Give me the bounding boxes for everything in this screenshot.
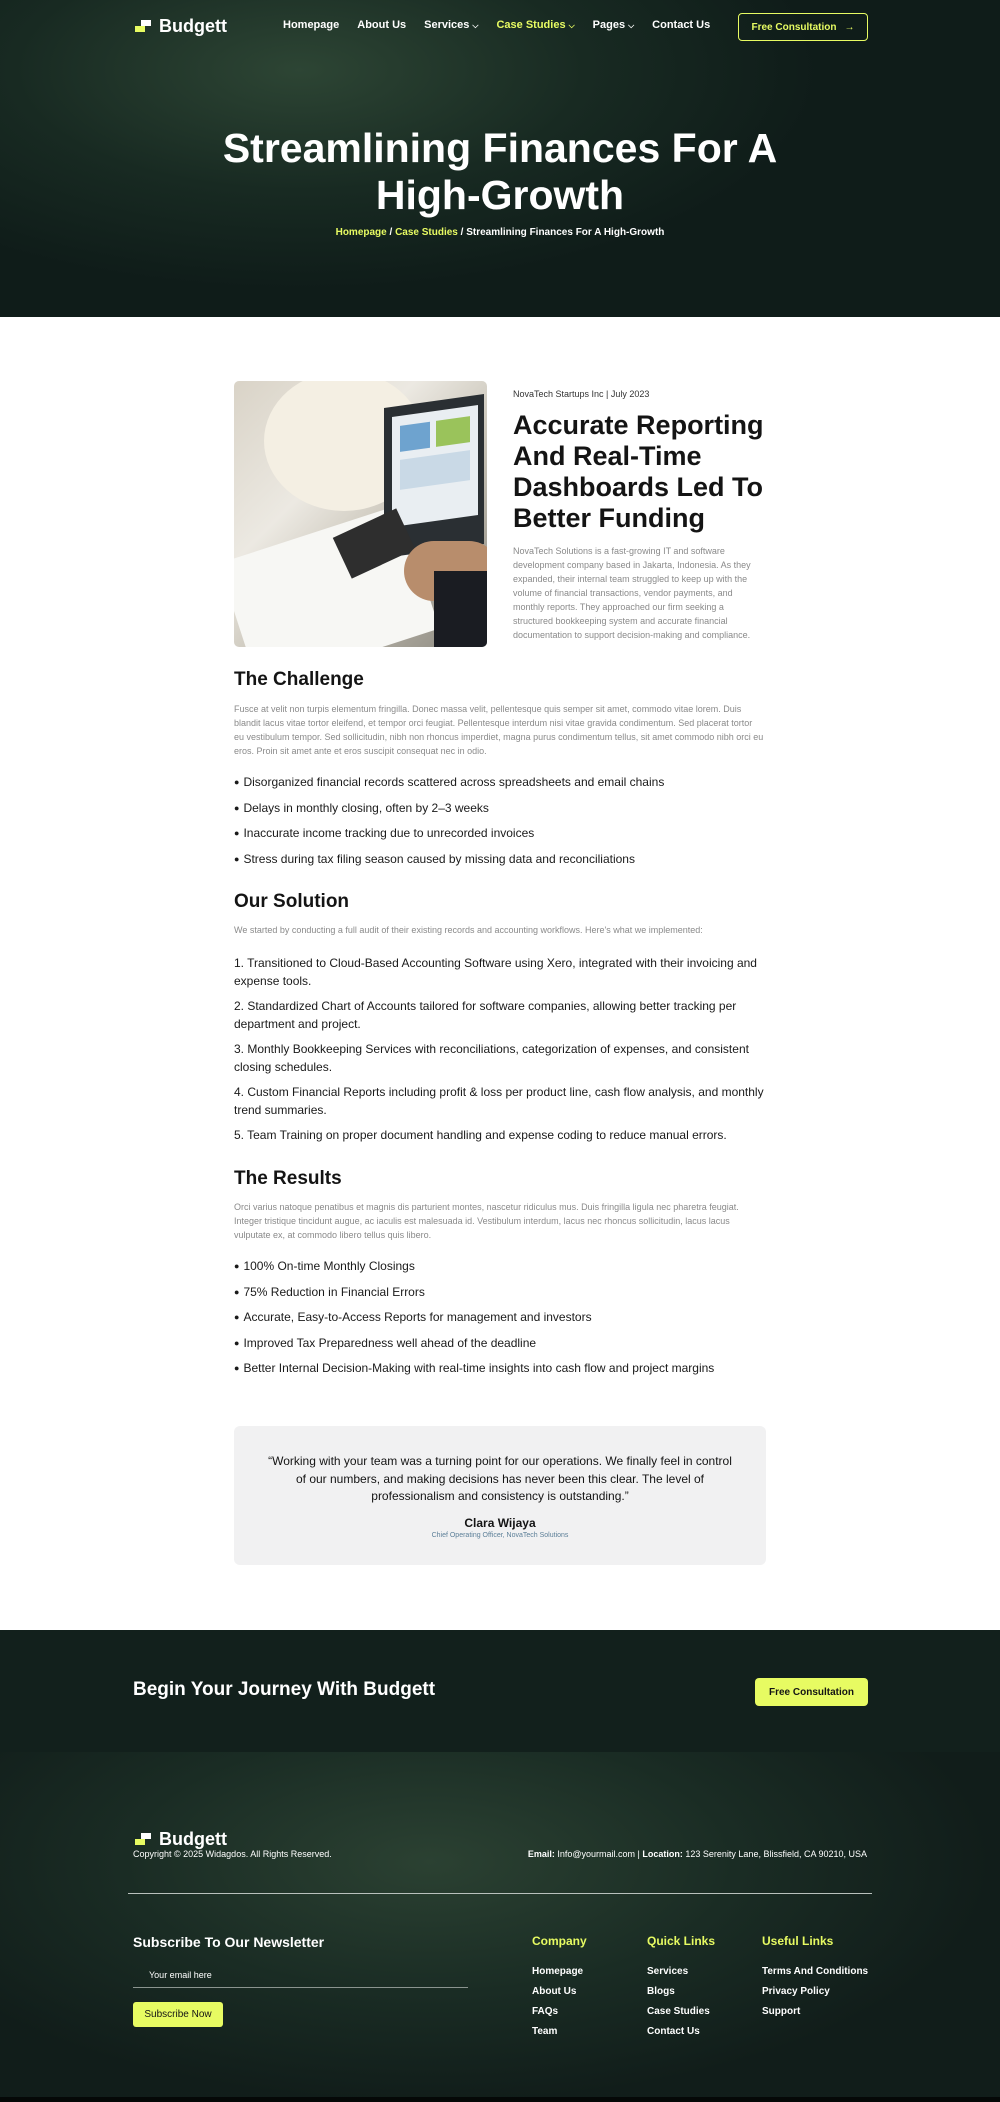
copyright: Copyright © 2025 Widagdos. All Rights Reserved. (133, 1849, 332, 1859)
testimonial-author: Clara Wijaya (464, 1516, 536, 1530)
chevron-down-icon: ⌵ (568, 21, 575, 30)
list-item: ● Stress during tax filing season caused by missing data and reconciliations (234, 852, 774, 878)
footer-column-company (532, 1934, 587, 2046)
results-list (234, 1259, 774, 1387)
contact-separator: | (635, 1849, 643, 1859)
nav-item-case-studies[interactable] (496, 19, 574, 31)
footer-link-contact-us[interactable]: Contact Us (647, 2026, 700, 2037)
chevron-down-icon: ⌵ (628, 21, 635, 30)
cta-consultation-button[interactable]: Free Consultation (755, 1678, 868, 1706)
email-label: Email: (527, 1849, 555, 1859)
main-nav (283, 19, 710, 31)
breadcrumb-current: Streamlining Finances For A High-Growth (466, 227, 665, 238)
list-item: ● Delays in monthly closing, often by 2–3 weeks (234, 801, 774, 827)
case-study-description: NovaTech Solutions is a fast-growing IT and software development company based in Jakarta, Indonesia. As they expanded, their internal team struggled to keep up with the volume of financial transactions, vendor payments, and monthly reports. They approached our firm seeking a structured bookkeeping system and accurate financial documentation to support decision-making and compliance. (513, 546, 751, 640)
footer-link-terms[interactable]: Terms And Conditions (762, 1966, 869, 1977)
testimonial-card (234, 1426, 766, 1565)
nav-label: Case Studies (496, 19, 566, 31)
nav-label: Homepage (283, 19, 340, 31)
footer-link-about-us[interactable]: About Us (532, 1986, 577, 1997)
challenge-heading: The Challenge (234, 669, 364, 690)
cta-banner (0, 1630, 1000, 1752)
header-consultation-button[interactable] (738, 13, 868, 41)
logo-icon (135, 20, 153, 33)
page-title: Streamlining Finances For A High-Growth (222, 125, 778, 218)
footer-column-useful-links (762, 1934, 868, 2026)
footer-logo[interactable] (135, 1829, 227, 1850)
solution-paragraph: We started by conducting a full audit of their existing records and accounting workflows. Here's what we implemented: (234, 925, 703, 935)
logo-text: Budgett (159, 16, 227, 36)
list-item: ● Accurate, Easy-to-Access Reports for management and investors (234, 1310, 774, 1336)
list-item: 5. Team Training on proper document handling and expense coding to reduce manual errors. (234, 1128, 727, 1142)
arrow-right-icon: → (844, 21, 855, 33)
footer-contact (528, 1849, 867, 1859)
footer-link-services[interactable]: Services (647, 1966, 689, 1977)
results-heading: The Results (234, 1168, 342, 1189)
solution-steps (234, 955, 764, 1153)
footer-link-support[interactable]: Support (762, 2006, 801, 2017)
email-value[interactable]: Info@yourmail.com (557, 1849, 636, 1859)
nav-item-pages[interactable] (593, 19, 635, 31)
list-item: ● Inaccurate income tracking due to unrecorded invoices (234, 826, 774, 852)
cta-title: Begin Your Journey With Budgett (133, 1679, 436, 1700)
results-paragraph: Orci varius natoque penatibus et magnis dis parturient montes, nascetur ridiculus mus. Duis fringilla ligula nec pharetra feugiat. Integer tristique tincidunt augue, ac iaculis est malesuada id. Vestibulum interdum, lacus nec rhoncus sollicitudin, lacus lacus vulputate ex, at commodo libero tellus quis libero. (234, 1202, 739, 1240)
testimonial-quote: “Working with your team was a turning point for our operations. We finally feel in control of our numbers, and making decisions has never been this clear. The level of professionalism and consistency is outstanding.” (268, 1454, 732, 1503)
nav-label: About Us (357, 19, 407, 31)
chevron-down-icon: ⌵ (472, 21, 479, 30)
nav-label: Pages (592, 19, 626, 31)
footer-column-title: Useful Links (762, 1934, 834, 1948)
breadcrumb-home-link[interactable]: Homepage (335, 227, 387, 238)
list-item: ● Improved Tax Preparedness well ahead of the deadline (234, 1336, 774, 1362)
list-item: 1. Transitioned to Cloud-Based Accounting Software using Xero, integrated with their invoicing and expense tools. (234, 956, 757, 988)
footer-link-case-studies[interactable]: Case Studies (647, 2006, 710, 2017)
newsletter-email-input[interactable] (133, 1962, 468, 1988)
breadcrumb-separator: / (457, 227, 467, 238)
solution-heading: Our Solution (234, 891, 350, 912)
subscribe-button[interactable]: Subscribe Now (133, 2002, 223, 2027)
list-item: ● Disorganized financial records scattered across spreadsheets and email chains (234, 775, 774, 801)
list-item: ● Better Internal Decision-Making with real-time insights into cash flow and project margins (234, 1361, 774, 1387)
footer-divider (128, 1893, 872, 1894)
footer-column-title: Company (532, 1934, 587, 1948)
breadcrumb-case-studies-link[interactable]: Case Studies (395, 227, 458, 238)
footer-column-title: Quick Links (647, 1934, 716, 1948)
nav-item-services[interactable] (424, 19, 478, 31)
footer-link-team[interactable]: Team (532, 2026, 558, 2037)
challenge-paragraph: Fusce at velit non turpis elementum fringilla. Donec massa velit, pellentesque quis semper sit amet, commodo vitae lorem. Duis blandit lacus vitae tortor eleifend, et tempor orci feugiat. Pellentesque interdum nisi vitae gravida condimentum. Sed placerat tortor eu vestibulum tempor. Sed sollicitudin, nibh non rhoncus imperdiet, magna purus condimentum tellus, sit amet commodo nibh orci eu eros. Proin sit amet ante et eros suscipit consequat nec in odio. (234, 704, 764, 756)
newsletter-title: Subscribe To Our Newsletter (133, 1934, 325, 1950)
breadcrumb (200, 227, 800, 238)
logo-icon (135, 1833, 153, 1846)
photo-screen (392, 405, 478, 527)
list-item: 3. Monthly Bookkeeping Services with reconciliations, categorization of expenses, and consistent closing schedules. (234, 1042, 749, 1074)
header-logo[interactable] (135, 16, 227, 37)
list-item: ● 100% On-time Monthly Closings (234, 1259, 774, 1285)
footer (0, 1752, 1000, 2102)
challenge-list (234, 775, 774, 877)
list-item: 4. Custom Financial Reports including profit & loss per product line, cash flow analysis, and monthly trend summaries. (234, 1085, 764, 1117)
nav-item-about-us[interactable] (357, 19, 406, 31)
case-study-title: Accurate Reporting And Real-Time Dashboards Led To Better Funding (513, 410, 764, 533)
hero-section (0, 0, 1000, 317)
location-label: Location: (642, 1849, 683, 1859)
photo-sleeve (434, 571, 487, 647)
list-item: ● 75% Reduction in Financial Errors (234, 1285, 774, 1311)
case-study-image (234, 381, 487, 647)
footer-link-privacy[interactable]: Privacy Policy (762, 1986, 830, 1997)
button-label: Free Consultation (751, 21, 837, 33)
footer-link-faqs[interactable]: FAQs (532, 2006, 559, 2017)
footer-link-blogs[interactable]: Blogs (647, 1986, 675, 1997)
nav-item-contact-us[interactable] (652, 19, 710, 31)
location-value: 123 Serenity Lane, Blissfield, CA 90210, USA (685, 1849, 867, 1859)
breadcrumb-separator: / (386, 227, 396, 238)
testimonial-role: Chief Operating Officer, NovaTech Solutions (431, 1532, 569, 1539)
nav-item-homepage[interactable] (283, 19, 339, 31)
logo-text: Budgett (159, 1829, 227, 1849)
case-study-meta: NovaTech Startups Inc | July 2023 (513, 389, 650, 399)
nav-label: Contact Us (652, 19, 711, 31)
footer-link-homepage[interactable]: Homepage (532, 1966, 584, 1977)
footer-column-quick-links (647, 1934, 715, 2046)
list-item: 2. Standardized Chart of Accounts tailored for software companies, allowing better tracking per department and project. (234, 999, 737, 1031)
nav-label: Services (424, 19, 470, 31)
footer-bottom-bar (0, 2097, 1000, 2102)
